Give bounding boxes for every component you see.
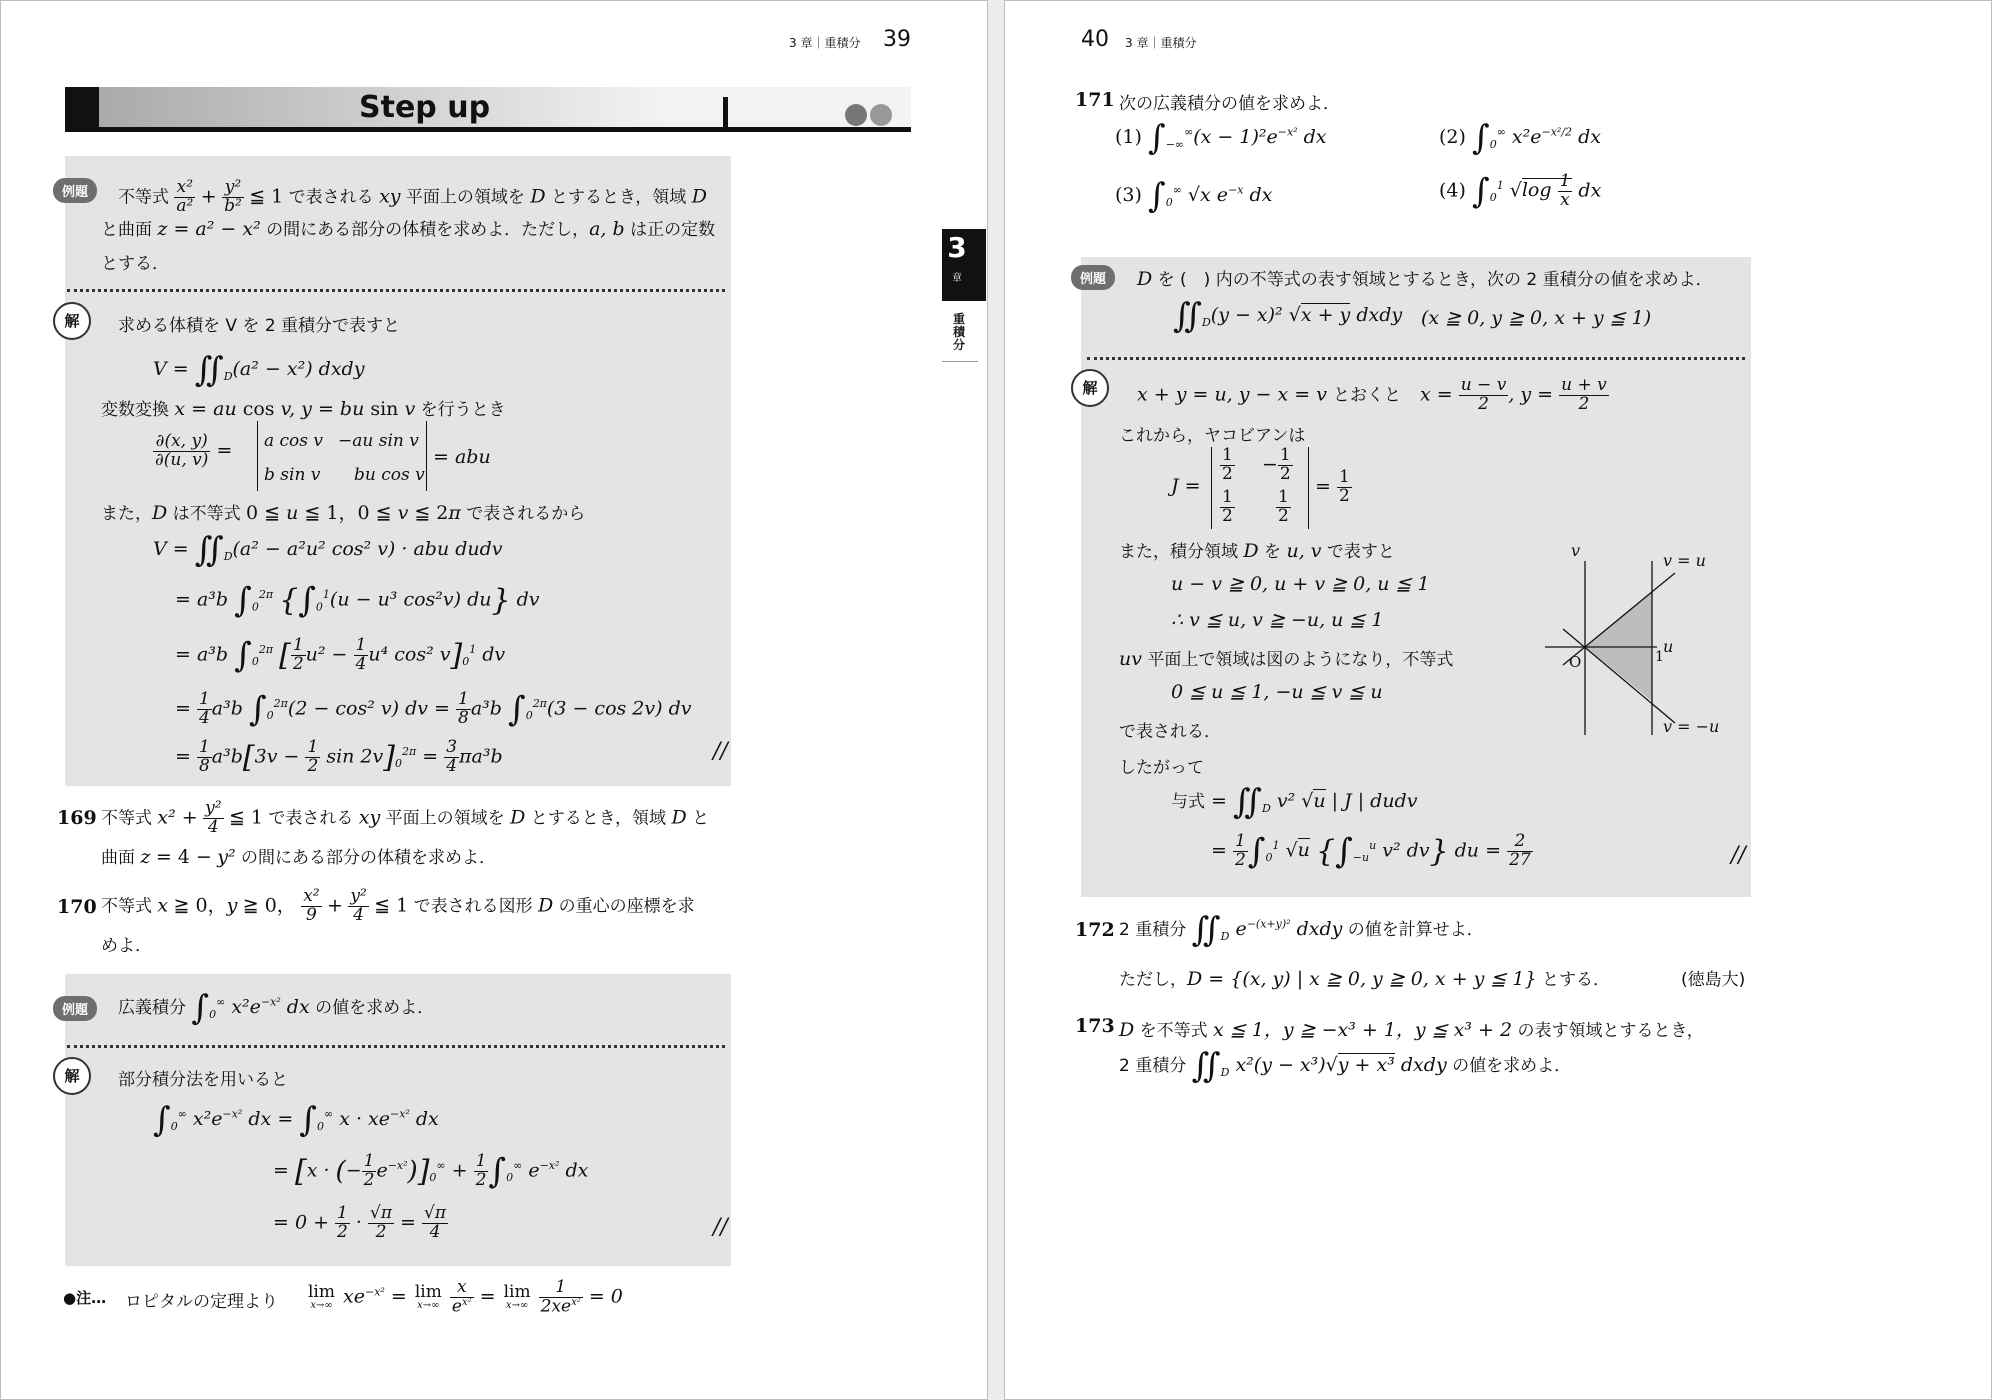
solution-line: x + y = u, y − x = v とおくと x = $\frac{u - v}{2}$ , y = $\frac{u + v}{2}$ bbox=[1137, 375, 1607, 414]
inequality: u − v ≧ 0, u + v ≧ 0, u ≦ 1 bbox=[1171, 573, 1430, 595]
jacobian-rhs: = abu bbox=[433, 446, 491, 468]
solution-line: これから，ヤコビアンは bbox=[1119, 426, 1306, 446]
inequality: 0 ≦ u ≦ 1, −u ≦ v ≦ u bbox=[1171, 681, 1383, 703]
problem-line: 2 重積分 $∬_D$ $e^{-(x+y)^2}$ dxdy の値を計算せよ． bbox=[1119, 910, 1484, 950]
solution-line: また，積分領域 D を u, v で表すと bbox=[1119, 540, 1395, 562]
solution-line: したがって bbox=[1119, 758, 1204, 778]
divider bbox=[1087, 357, 1745, 360]
integral-step: = [x · (− $\frac{1}{2}$ $e^{-x^2})]_0^\infty$ + $\frac{1}{2}$ $\int_0^\infty$ $e^{-x^2}$ dx bbox=[273, 1151, 589, 1192]
problem-number: 173 bbox=[1075, 1015, 1115, 1037]
example-line: D を ( ) 内の不等式の表す領域とするとき，次の 2 重積分の値を求めよ． bbox=[1137, 268, 1713, 290]
problem-item: (2) $\int_0^\infty$ $x^2e^{-x^2/2}$ dx bbox=[1439, 118, 1601, 158]
result-step: 与式 = $∬_D$ v² √u | J | dudv bbox=[1171, 782, 1418, 822]
solution-mark: 解 bbox=[53, 1057, 91, 1095]
example-line: と曲面 z = a² − x² の間にある部分の体積を求めよ．ただし，a, b は正の定数 bbox=[101, 218, 716, 240]
volume-step: = $\frac{1}{4}$ a³b $\int_0^{2\pi}(2 - \cos^2$ v) dv = $\frac{1}{8}$ a³b $\int_0^{2\pi}(3 - \cos 2v)$ dv bbox=[175, 689, 692, 730]
jacobian-determinant: $\frac{1}{2}$ − $\frac{1}{2}$ $\frac{1}{2}$ $\frac{1}{2}$ bbox=[1211, 447, 1309, 529]
problem-line: めよ． bbox=[101, 936, 152, 956]
volume-step: = a³b $\int_0^{2\pi}$ [ $\frac{1}{2}$ u² − $\frac{1}{4}$ u⁴ cos² $v]_0^1$ dv bbox=[175, 635, 506, 676]
end-mark: // bbox=[713, 739, 728, 764]
example-badge: 例題 bbox=[1071, 265, 1115, 290]
result-step: = $\frac{1}{2}$ $\int_0^1$ √u {$\int_{-u}^u$ v² dv} du = $\frac{2}{27}$ bbox=[1211, 831, 1531, 872]
problem-line: 不等式 x² + $\frac{\text{y²}}{4}$ ≦ 1 で表される xy 平面上の領域を D とするとき，領域 D と bbox=[101, 798, 710, 837]
origin-label: O bbox=[1569, 653, 1582, 671]
page-header-chapter: 3 章｜重積分 bbox=[789, 36, 861, 50]
problem-number: 172 bbox=[1075, 919, 1115, 941]
note-text: ロピタルの定理より bbox=[125, 1292, 278, 1312]
problem-line: 曲面 z = 4 − y² の間にある部分の体積を求めよ． bbox=[101, 846, 497, 868]
problem-item: (1) $\int_{-\infty}^\infty(x - 1)^2e^{-x^2}$ dx bbox=[1115, 118, 1327, 158]
problem-item: (4) $\int_0^1$ √log $\frac{1}{x}$ dx bbox=[1439, 171, 1602, 212]
left-page bbox=[0, 0, 988, 1400]
domain-text: また，D は不等式 0 ≦ u ≦ 1，0 ≦ v ≦ 2π で表されるから bbox=[101, 502, 586, 524]
end-mark: // bbox=[1731, 843, 1746, 868]
jacobian-lhs: J = bbox=[1171, 475, 1201, 497]
solution-line: uv 平面上で領域は図のようになり，不等式 bbox=[1119, 648, 1454, 670]
page-number: 40 bbox=[1081, 27, 1109, 52]
equation: $V = ∬_D(a^2 - x^2)$ dxdy bbox=[153, 350, 365, 390]
solution-intro: 部分積分法を用いると bbox=[118, 1070, 288, 1090]
volume-step: = a³b $\int_0^{2\pi}$ {$\int_0^1(u - u^3$ cos²v) du} dv bbox=[175, 580, 540, 621]
divider bbox=[67, 1045, 725, 1048]
problem-number: 170 bbox=[57, 896, 97, 918]
inequality: ∴ v ≦ u, v ≧ −u, u ≦ 1 bbox=[1171, 609, 1384, 631]
example-line: 不等式 $\frac{\text{x²}}{\text{a²}}$ + $\frac{\text{y²}}{\text{b²}}$ ≦ 1 で表される xy 平面上の領域を D とするとき，領域 D bbox=[118, 177, 707, 216]
chapter-side-tab: 3 章 bbox=[942, 229, 986, 301]
example-formula: $∬_D(y - x)^2$ √x + y dxdy bbox=[1173, 296, 1403, 336]
example-line: 広義積分 $\int_0^\infty$ $x^2e^{-x^2}$ dx の値を求めよ． bbox=[118, 988, 435, 1028]
problem-number: 171 bbox=[1075, 89, 1115, 111]
problem-line: 2 重積分 $∬_D$ x²(y − x³)√y + x³ dxdy の値を求めよ． bbox=[1119, 1046, 1572, 1086]
solution-mark: 解 bbox=[1071, 369, 1109, 407]
banner-title: Step up bbox=[359, 90, 491, 125]
problem-line: ただし，D = {(x, y) | x ≧ 0, y ≧ 0, x + y ≦ 1} とする． bbox=[1119, 968, 1610, 990]
line-label-v-equals-minus-u: v = −u bbox=[1663, 717, 1720, 736]
example-badge: 例題 bbox=[53, 178, 97, 203]
jacobian-determinant: a cos v −au sin v b sin v bu cos v bbox=[257, 421, 427, 491]
example-condition: (x ≧ 0, y ≧ 0, x + y ≦ 1) bbox=[1421, 307, 1652, 329]
volume-step: = $\frac{1}{8}$ a³b[3v − $\frac{1}{2}$ $\sin 2v]_0^{2\pi}$ = $\frac{3}{4}$ πa³b bbox=[175, 737, 503, 776]
solution-mark: 解 bbox=[53, 302, 91, 340]
axis-label-v: v bbox=[1571, 541, 1581, 560]
divider bbox=[67, 289, 725, 292]
note-label: ●注… bbox=[63, 1289, 107, 1307]
example-line: とする． bbox=[101, 254, 169, 274]
section-banner bbox=[65, 87, 911, 131]
side-tab-rule bbox=[942, 361, 978, 362]
example-badge: 例題 bbox=[53, 996, 97, 1021]
uv-plane-diagram bbox=[1535, 541, 1735, 741]
change-of-variables: 変数変換 x = au cos v, y = bu sin v を行うとき bbox=[101, 398, 506, 420]
problem-number: 169 bbox=[57, 807, 97, 829]
integral-step: = 0 + $\frac{1}{2}$ · $\frac{√\pi}{2}$ = $\frac{√\pi}{4}$ bbox=[273, 1203, 447, 1242]
right-page bbox=[1004, 0, 1992, 1400]
line-label-v-equals-u: v = u bbox=[1663, 551, 1706, 570]
problem-source: (徳島大) bbox=[1681, 970, 1746, 990]
axis-label-u: u bbox=[1663, 637, 1674, 656]
problem-line: D を不等式 x ≦ 1，y ≧ −x³ + 1，y ≦ x³ + 2 の表す領域とするとき， bbox=[1119, 1019, 1704, 1041]
page-header-chapter: 3 章｜重積分 bbox=[1125, 36, 1197, 50]
banner-decoration-icon bbox=[845, 103, 901, 131]
problem-line: 不等式 x ≧ 0，y ≧ 0， $\frac{\text{x²}}{9}$ + $\frac{\text{y²}}{4}$ ≦ 1 で表される図形 D の重心の座標を求 bbox=[101, 886, 695, 925]
solution-line: で表される． bbox=[1119, 722, 1221, 742]
volume-step: $V = ∬_D(a^2 - a^2u^2$ cos² v) · abu dudv bbox=[153, 530, 503, 570]
jacobian-rhs: = $\frac{1}{2}$ bbox=[1315, 467, 1350, 506]
integral-step: $\int_0^\infty$ $x^2e^{-x^2}$ dx = $\int_0^\infty$ $x \cdot xe^{-x^2}$ dx bbox=[153, 1100, 439, 1140]
uv-region-figure bbox=[1535, 541, 1735, 741]
note-formula: lim x→∞ $xe^{-x^2}$ = lim x→∞ $\frac{x}{e^{x^2}}$ = lim x→∞ $\frac{1}{2xe^{x^2}}$ = 0 bbox=[308, 1277, 623, 1317]
problem-line: 次の広義積分の値を求めよ． bbox=[1119, 94, 1340, 114]
tick-label-one: 1 bbox=[1655, 649, 1664, 665]
problem-item: (3) $\int_0^\infty$ √x $e^{-x}$ dx bbox=[1115, 176, 1273, 216]
page-number: 39 bbox=[883, 27, 911, 52]
chapter-side-title: 重積分 bbox=[953, 312, 966, 352]
solution-intro: 求める体積を V を 2 重積分で表すと bbox=[118, 316, 401, 336]
end-mark: // bbox=[713, 1215, 728, 1240]
jacobian-lhs: $\frac{\partial(x, y)}{\partial(u, v)}$ = bbox=[155, 431, 233, 470]
